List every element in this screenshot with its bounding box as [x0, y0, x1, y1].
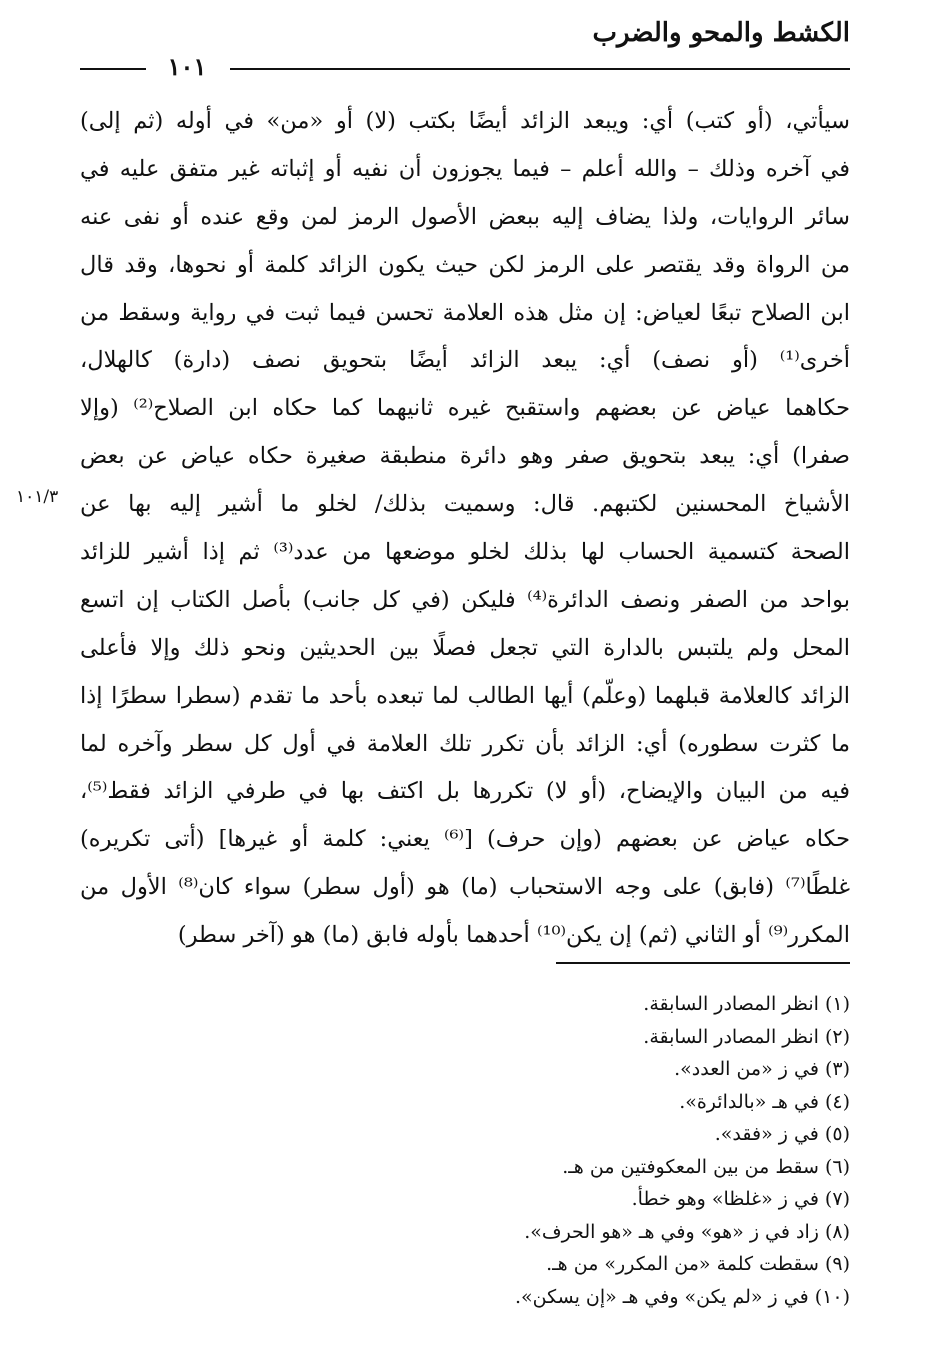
- footnote: (٣) في ز «من العدد».: [674, 1058, 850, 1080]
- page-number: ١٠١: [167, 52, 207, 81]
- text-line: الأشياخ المحسنين لكتبهم. قال: وسميت بذلك/ لخلو ما أشير إليه بها عن: [80, 491, 850, 518]
- header-rule-right: [230, 68, 850, 70]
- running-title: الكشط والمحو والضرب: [592, 18, 850, 48]
- footnote: (٧) في ز «غلظا» وهو خطأ.: [631, 1188, 850, 1210]
- margin-manuscript-reference: ١٠١/٣: [16, 487, 59, 507]
- footnote: (١) انظر المصادر السابقة.: [643, 993, 850, 1015]
- text-line: حكاه عياض عن بعضهم (وإن حرف) [⁽⁶⁾ يعني: كلمة أو غيرها] (أتى تكريره): [80, 826, 850, 853]
- text-line: من الرواة وقد يقتصر على الرمز لكن حيث يكون الزائد كلمة أو نحوها، وقد قال: [80, 251, 850, 278]
- footnote: (٤) في هـ «بالدائرة».: [679, 1090, 850, 1113]
- text-line: حكاهما عياض عن بعضهم واستقبح غيره ثانيهما كما حكاه ابن الصلاح⁽²⁾ (وإلا: [80, 395, 850, 422]
- main-text: [80, 98, 850, 960]
- footnote: (٢) انظر المصادر السابقة.: [643, 1025, 850, 1048]
- text-line: ما كثرت سطوره) أي: الزائد بأن تكرر تلك العلامة في أول كل سطر وآخره لما: [80, 730, 850, 757]
- text-line: الزائد كالعلامة قبلهما (وعلّم) أيها الطالب لما تبعده بأحد ما تقدم (سطرا سطرًا إذا: [80, 682, 850, 709]
- text-line: المحل ولم يلتبس بالدارة التي تجعل فصلًا بين الحديثين ونحو ذلك وإلا فأعلى: [80, 634, 850, 661]
- text-line: ابن الصلاح تبعًا لعياض: إن مثل هذه العلامة تحسن فيما ثبت في رواية وسقط من: [80, 299, 850, 326]
- text-line: أخرى⁽¹⁾ (أو نصف) أي: يبعد الزائد أيضًا بتحويق نصف (دارة) كالهلال،: [80, 347, 850, 374]
- footnote: (٥) في ز «فقد».: [714, 1123, 850, 1145]
- footnote: (٨) زاد في ز «هو» وفي هـ «هو الحرف».: [524, 1220, 850, 1243]
- header-rule-left: [80, 68, 146, 70]
- text-line: المكرر⁽⁹⁾ أو الثاني (ثم) إن يكن⁽¹⁰⁾ أحدهما بأوله فابق (ما) هو (آخر سطر): [177, 922, 850, 949]
- text-line: بواحد من الصفر ونصف الدائرة⁽⁴⁾ فليكن (في كل جانب) بأصل الكتاب إن اتسع: [80, 586, 850, 613]
- text-line: في آخره وذلك – والله أعلم – فيما يجوزون أن نفيه أو إثباته غير متفق عليه في: [80, 155, 850, 182]
- footnote-separator: [556, 962, 850, 964]
- footnote: (١٠) في ز «لم يكن» وفي هـ «إن يسكن».: [515, 1285, 850, 1308]
- footnotes-list: [250, 988, 850, 1313]
- text-line: صفرا) أي: يبعد بتحويق صفر وهو دائرة منطبقة صغيرة حكاه عياض عن بعض: [80, 443, 850, 470]
- footnote: (٦) سقط من بين المعكوفتين من هـ.: [562, 1155, 850, 1178]
- text-line: غلطًا⁽⁷⁾ (فابق) على وجه الاستحباب (ما) هو (أول سطر) سواء كان⁽⁸⁾ الأول من: [80, 874, 850, 901]
- footnote: (٩) سقطت كلمة «من المكرر» من هـ.: [546, 1253, 850, 1275]
- text-line: الصحة كتسمية الحساب لها بذلك لخلو موضعها من عدد⁽³⁾ ثم إذا أشير للزائد: [80, 539, 850, 566]
- text-line: سيأتي، (أو كتب) أي: ويبعد الزائد أيضًا بكتب (لا) أو «من» في أوله (ثم إلى): [80, 108, 850, 134]
- text-line: سائر الروايات، ولذا يضاف إليه ببعض الأصول الرمز لمن وقع عنده أو نفى عنه: [80, 203, 850, 230]
- text-line: فيه من البيان والإيضاح، (أو لا) تكررها بل اكتف بها في طرفي الزائد فقط⁽⁵⁾،: [80, 778, 850, 805]
